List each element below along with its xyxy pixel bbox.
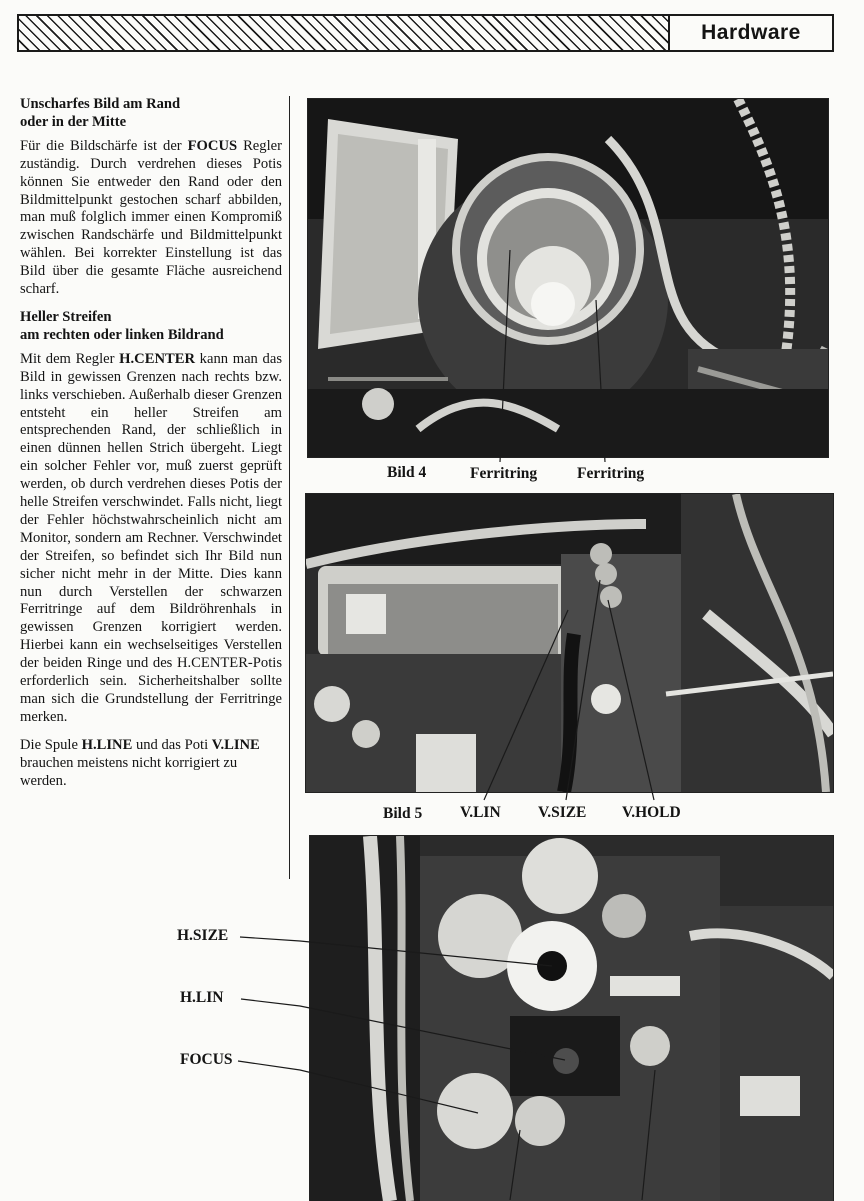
section2-p2-mid: und das Poti [132,736,212,753]
label-hlin: H.LIN [180,989,224,1006]
header-band [17,14,834,52]
section2-p1-before: Mit dem Regler [20,350,120,367]
section2-heading [20,309,282,345]
photo-bild6-image [310,836,833,1201]
keyword-focus: FOCUS [187,137,238,154]
label-hsize: H.SIZE [177,927,229,944]
section-title: Hardware [668,16,832,50]
photo-bild5-image [306,494,833,792]
label-vlin: V.LIN [460,804,501,821]
photo-bild4-image [308,99,828,457]
label-vhold: V.HOLD [622,804,681,821]
keyword-hline: H.LINE [81,736,133,753]
section2-p2-after: brauchen meistens nicht korrigiert zu werden. [20,754,238,789]
section1-paragraph [20,138,282,299]
section1-text-before: Für die Bildschärfe ist der [20,137,188,154]
section1-text-after: Regler zuständig. Durch verdrehen dieses Potis können Sie entweder den Rand oder den Bildmittelpunkt gestochen scharf abbilden, man muß folglich immer einen Kompromiß zwischen Randschärfe und Bildmittelpunkt wählen. Bei korrekter Einstellung ist das Bild über die gesamte Fläche ausreichend scharf. [20,137,282,298]
section2-heading-line2: am rechten oder linken Bildrand [20,326,224,343]
keyword-vline: V.LINE [211,736,260,753]
photo-bild6 [309,835,834,1201]
section1-heading-line2: oder in der Mitte [20,113,127,130]
article-text [20,96,282,801]
section2-p2-before: Die Spule [20,736,82,753]
photo-bild5 [305,493,834,793]
section2-p1-after: kann man das Bild in gewissen Grenzen nach rechts bzw. links verschieben. Außerhalb dieser Grenzen entsteht ein heller Streifen am entsprechenden Rand, der schließlich in einen dünnen hellen Strich übergeht. Liegt ein solcher Fehler vor, muß zuerst geprüft werden, ob durch verdrehen dieses Potis der helle Streifen verschwindet. Falls nicht, liegt der Fehler höchstwahrscheinlich nicht am Monitor, sondern am Rechner. Verschwindet der Streifen, so befindet sich Ihr Bild nun sicher nicht mehr in der Mitte. Dies kann nun durch Verstellen der schwarzen Ferritringe auf dem Bildröhrenhals in gewissen Grenzen korrigiert werden. Hierbei kann ein wechselseitiges Verstellen der beiden Ringe und des H.CENTER-Potis erforderlich sein. Sicherheitshalber sollte man sich die Grundstellung der Ferritringe merken. [20,350,282,725]
label-focus: FOCUS [180,1051,233,1068]
caption-bild5: Bild 5 [383,805,423,822]
photo-bild4 [307,98,829,458]
caption-bild4: Bild 4 [387,464,427,481]
label-vsize: V.SIZE [538,804,587,821]
section2-paragraph-2 [20,737,282,791]
label-ferritring-left: Ferritring [470,465,538,482]
keyword-hcenter: H.CENTER [119,350,195,367]
section1-heading-line1: Unscharfes Bild am Rand [20,96,181,112]
section1-heading [20,96,282,132]
section2-paragraph-1 [20,351,282,727]
section2-heading-line1: Heller Streifen [20,308,112,325]
column-rule [289,96,290,879]
label-ferritring-right: Ferritring [577,465,645,482]
